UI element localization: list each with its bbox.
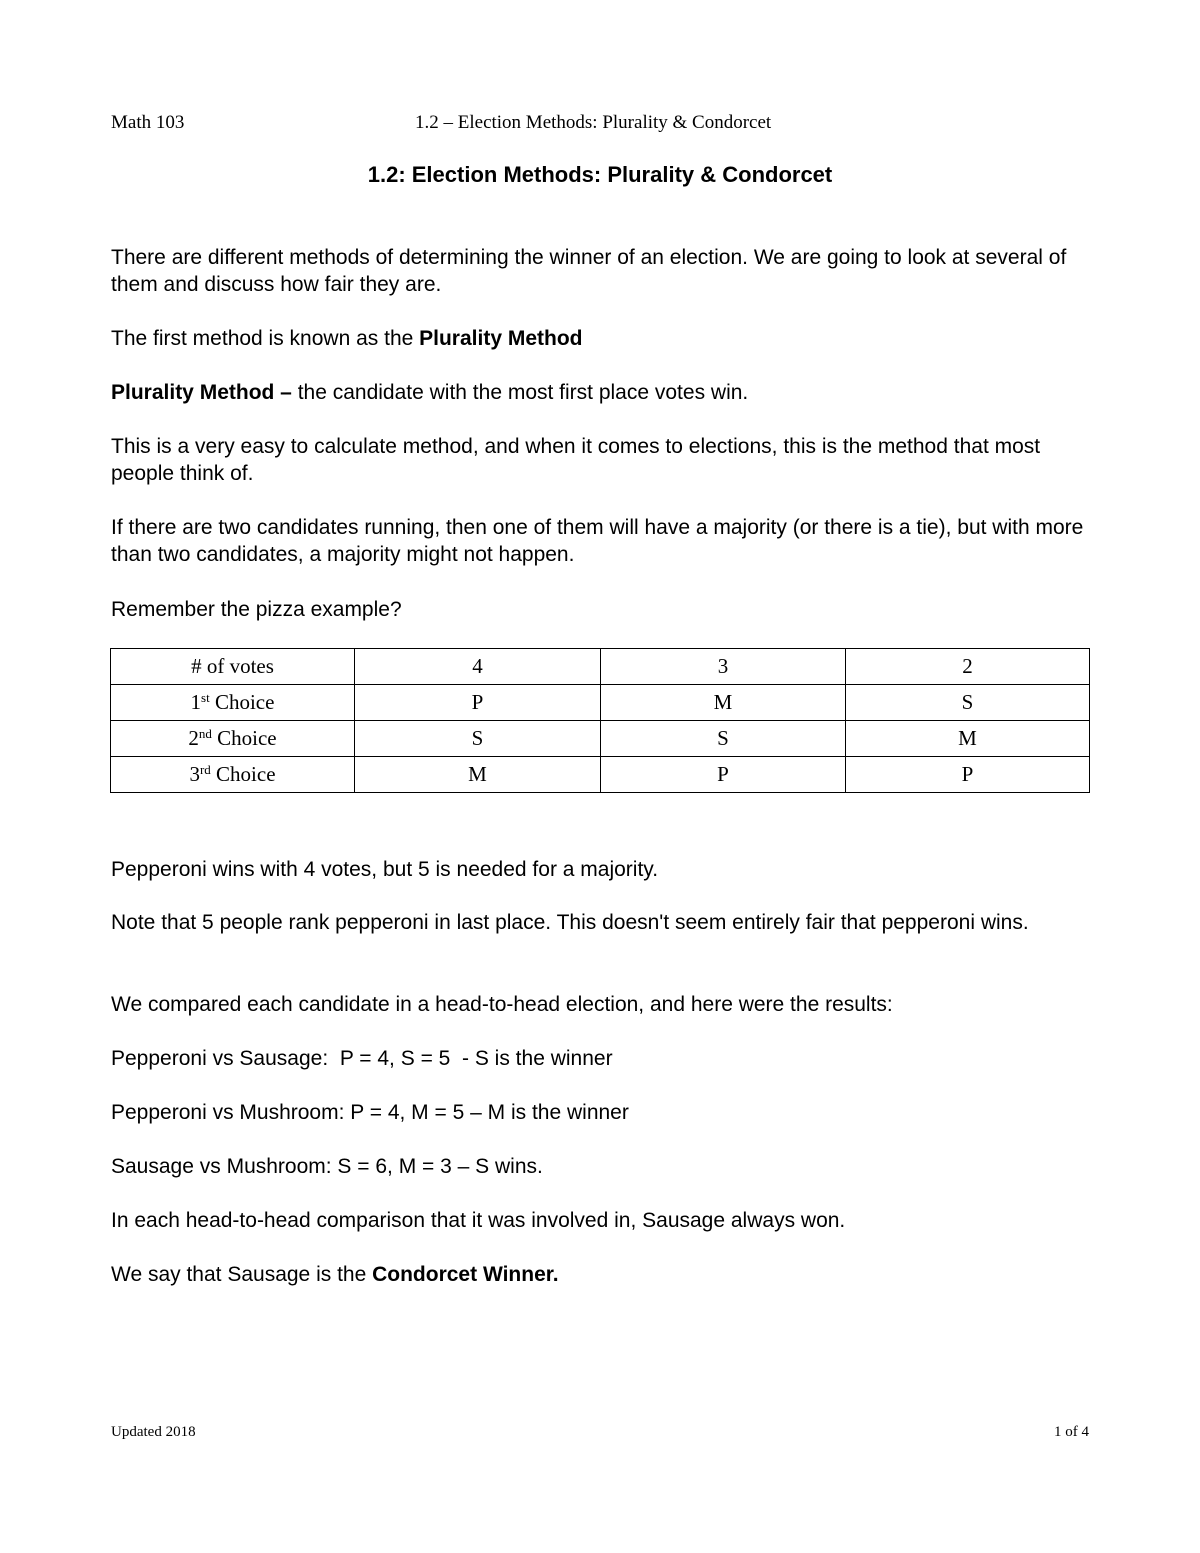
remember-paragraph: Remember the pizza example? <box>111 598 402 621</box>
two-candidates-paragraph: If there are two candidates running, then one of them will have a majority (or there is a tie), but with more than two candidates, a majority might not happen. <box>111 516 1084 566</box>
table-cell: S <box>601 721 846 757</box>
row-label: 2nd Choice <box>111 721 355 757</box>
sausage-vs-mushroom: Sausage vs Mushroom: S = 6, M = 3 – S wins. <box>111 1155 543 1178</box>
pepperoni-wins-paragraph: Pepperoni wins with 4 votes, but 5 is needed for a majority. <box>111 858 659 881</box>
page-header <box>111 112 1089 138</box>
section-label: 1.2 – Election Methods: Plurality & Condorcet <box>415 112 772 133</box>
table-cell: M <box>846 721 1090 757</box>
table-cell: S <box>355 721 601 757</box>
table-header-label: # of votes <box>111 649 355 685</box>
preference-table <box>110 648 1090 793</box>
course-label: Math 103 <box>111 112 185 133</box>
intro-paragraph: There are different methods of determining the winner of an election. We are going to look at several of them and discuss how fair they are. <box>111 246 1067 296</box>
table-header-row <box>111 649 1090 685</box>
row-label: 1st Choice <box>111 685 355 721</box>
table-cell: P <box>846 757 1090 793</box>
definition-text: the candidate with the most first place votes win. <box>291 381 749 404</box>
compared-paragraph: We compared each candidate in a head-to-head election, and here were the results: <box>111 993 893 1016</box>
condorcet-winner-bold: Condorcet Winner. <box>372 1263 559 1286</box>
table-cell: M <box>355 757 601 793</box>
first-method-bold: Plurality Method <box>419 327 583 350</box>
definition-term: Plurality Method – <box>111 381 292 404</box>
note-paragraph: Note that 5 people rank pepperoni in last place. This doesn't seem entirely fair that pepperoni wins. <box>111 911 1029 934</box>
definition-paragraph <box>111 379 1101 406</box>
each-paragraph: In each head-to-head comparison that it was involved in, Sausage always won. <box>111 1209 846 1232</box>
updated-label: Updated 2018 <box>111 1424 196 1440</box>
table-row <box>111 721 1090 757</box>
table-cell: M <box>601 685 846 721</box>
page-title: 1.2: Election Methods: Plurality & Condorcet <box>367 162 833 187</box>
page-footer <box>111 1424 1089 1441</box>
pepperoni-vs-mushroom: Pepperoni vs Mushroom: P = 4, M = 5 – M is the winner <box>111 1101 629 1124</box>
condorcet-text: We say that Sausage is the <box>111 1263 373 1286</box>
first-method-text: The first method is known as the <box>111 327 420 350</box>
vote-count: 3 <box>601 649 846 685</box>
page-number: 1 of 4 <box>1054 1424 1089 1440</box>
row-label: 3rd Choice <box>111 757 355 793</box>
vote-count: 4 <box>355 649 601 685</box>
easy-paragraph: This is a very easy to calculate method, and when it comes to elections, this is the method that most people think of. <box>111 435 1041 485</box>
condorcet-paragraph <box>111 1261 1101 1288</box>
table-cell: P <box>355 685 601 721</box>
table-row <box>111 685 1090 721</box>
table-cell: S <box>846 685 1090 721</box>
pepperoni-vs-sausage: Pepperoni vs Sausage: P = 4, S = 5 - S is the winner <box>111 1047 613 1070</box>
table-cell: P <box>601 757 846 793</box>
table-row <box>111 757 1090 793</box>
first-method-paragraph <box>111 325 1101 352</box>
vote-count: 2 <box>846 649 1090 685</box>
